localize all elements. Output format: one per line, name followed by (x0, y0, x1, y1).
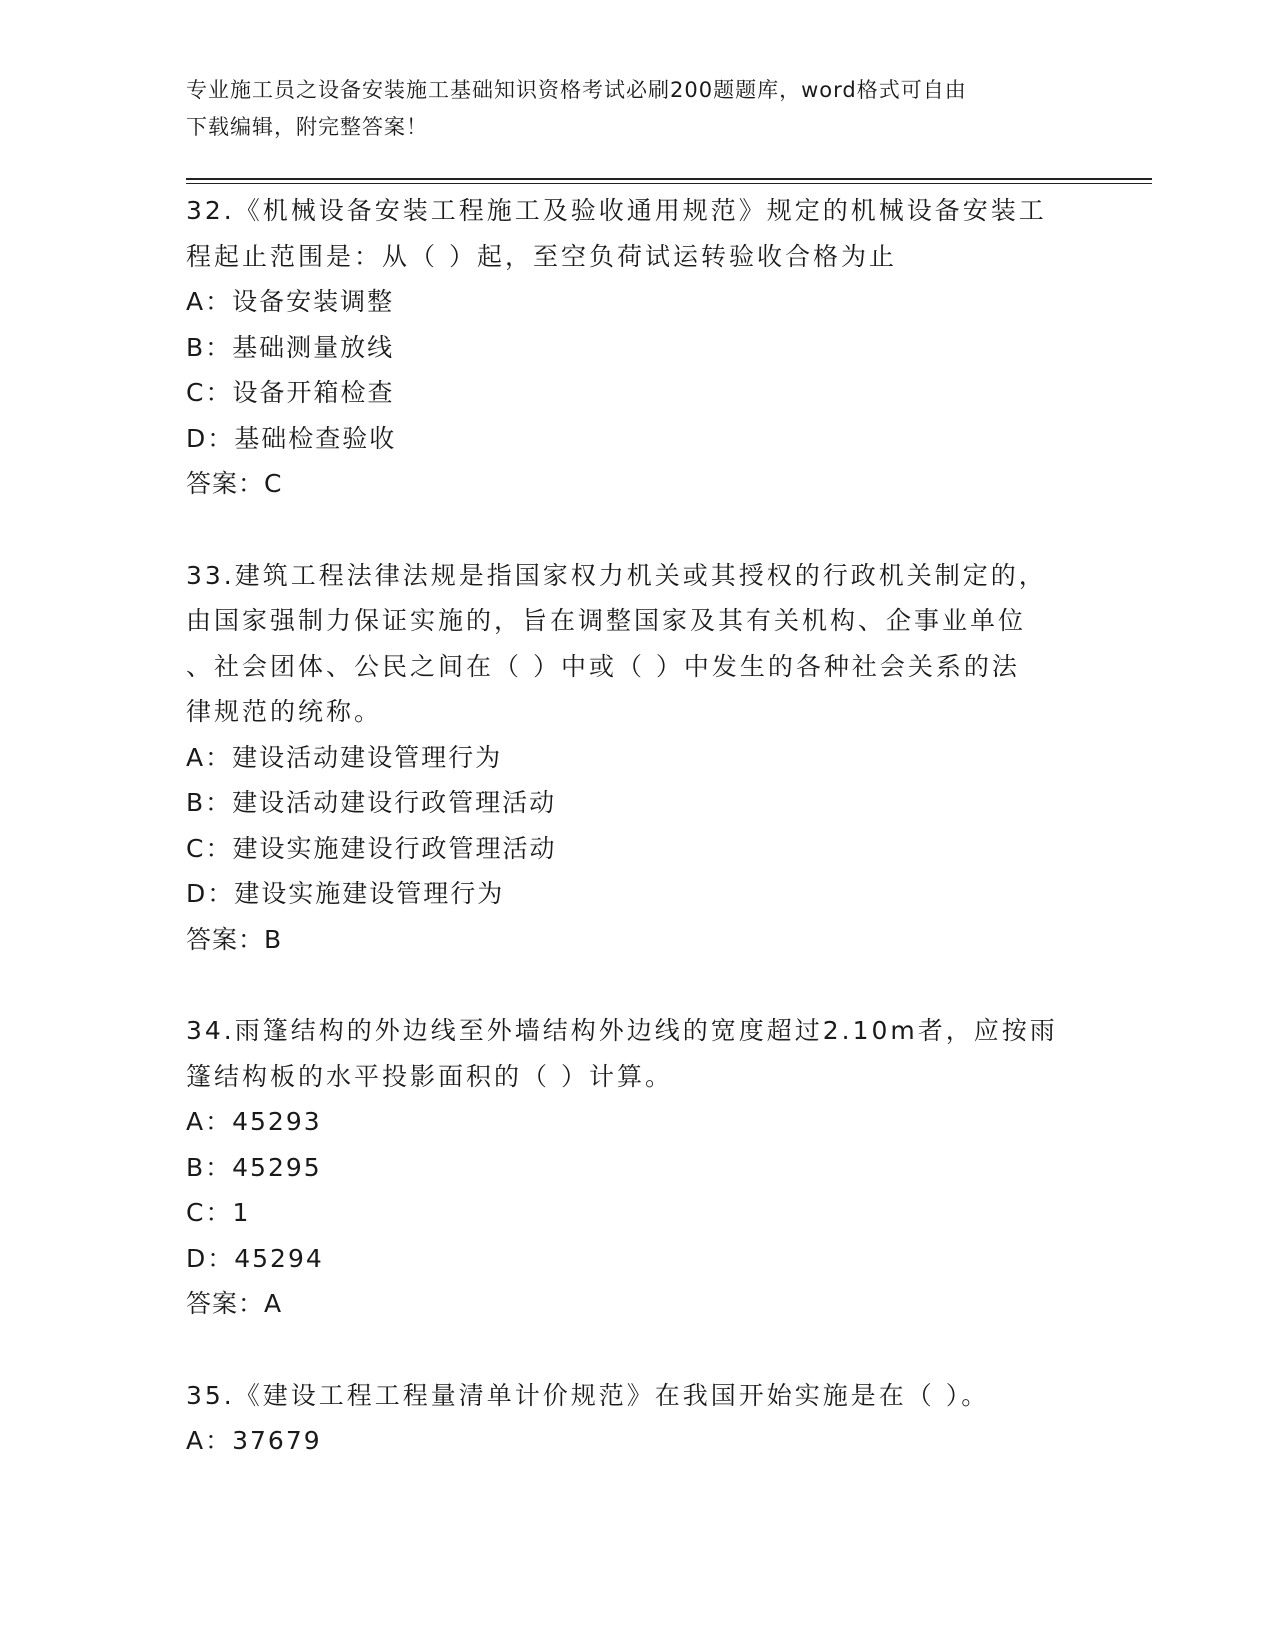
header-divider-thick (186, 178, 1152, 180)
option-d: D：建设实施建设管理行为 (186, 879, 505, 908)
question-stem-line: 、社会团体、公民之间在（ ）中或（ ）中发生的各种社会关系的法 (186, 651, 1020, 681)
question-33 (186, 553, 1086, 963)
question-stem-line: 律规范的统称。 (186, 697, 383, 726)
option-a: A：设备安装调整 (186, 287, 395, 316)
question-34 (186, 1008, 1086, 1327)
question-stem-line: 34.雨篷结构的外边线至外墙结构外边线的宽度超过2.10m者，应按雨 (186, 1016, 1058, 1045)
option-b: B：基础测量放线 (186, 332, 395, 362)
option-a: A：建设活动建设管理行为 (186, 742, 503, 772)
question-stem-line: 33.建筑工程法律法规是指国家权力机关或其授权的行政机关制定的， (186, 560, 1047, 590)
option-a: A：45293 (186, 1107, 322, 1136)
document-header (186, 72, 1066, 146)
question-stem-line: 32.《机械设备安装工程施工及验收通用规范》规定的机械设备安装工 (186, 196, 1047, 225)
header-line-2: 下载编辑，附完整答案！ (186, 115, 428, 139)
question-spacer (186, 507, 1086, 553)
option-c: C：1 (186, 1198, 251, 1227)
question-stem-line: 35.《建设工程工程量清单计价规范》在我国开始实施是在（ ）。 (186, 1380, 990, 1410)
header-line-1: 专业施工员之设备安装施工基础知识资格考试必刷200题题库，word格式可自由 (186, 78, 967, 102)
question-spacer (186, 1327, 1086, 1373)
option-c: C：建设实施建设行政管理活动 (186, 833, 557, 863)
question-stem-line: 程起止范围是：从（ ）起，至空负荷试运转验收合格为止 (186, 241, 897, 271)
header-divider-thin (186, 183, 1152, 184)
option-d: D：基础检查验收 (186, 423, 397, 453)
question-35 (186, 1373, 1086, 1464)
option-a: A：37679 (186, 1426, 322, 1455)
option-c: C：设备开箱检查 (186, 378, 395, 407)
answer-line: 答案：C (186, 469, 283, 498)
option-d: D：45294 (186, 1243, 324, 1273)
question-stem-line: 由国家强制力保证实施的，旨在调整国家及其有关机构、企事业单位 (186, 606, 1027, 635)
option-b: B：建设活动建设行政管理活动 (186, 788, 557, 817)
question-32 (186, 188, 1086, 507)
answer-line: 答案：B (186, 924, 283, 954)
answer-line: 答案：A (186, 1289, 283, 1318)
question-stem-line: 篷结构板的水平投影面积的（ ）计算。 (186, 1061, 673, 1091)
question-list (186, 188, 1086, 1464)
question-spacer (186, 962, 1086, 1008)
option-b: B：45295 (186, 1152, 322, 1182)
